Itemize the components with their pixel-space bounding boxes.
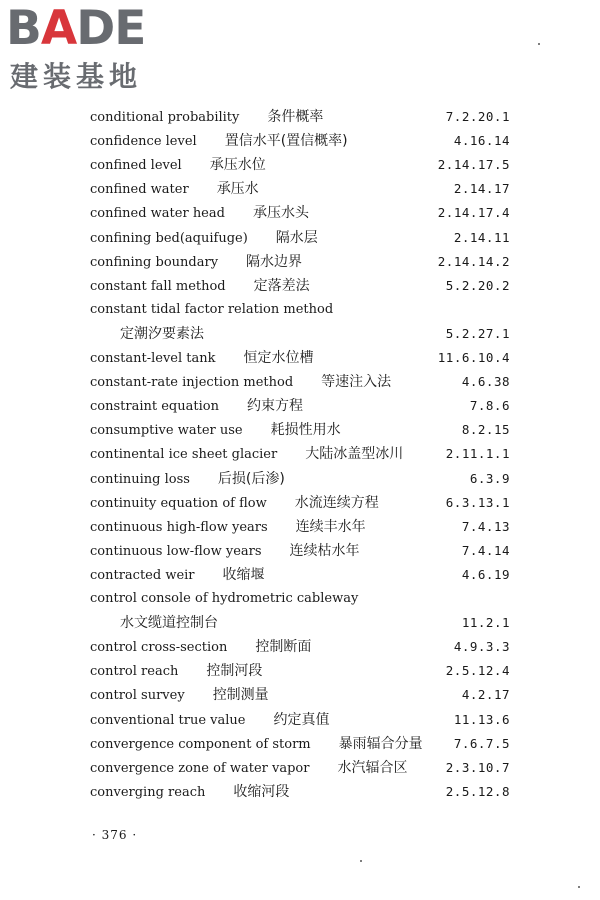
glossary-entry bbox=[90, 324, 510, 344]
entry-chinese-term: 连续丰水年 bbox=[295, 518, 366, 535]
entry-section-number: 5.2.20.2 bbox=[445, 277, 510, 293]
entry-chinese-term: 定落差法 bbox=[253, 277, 310, 294]
entry-chinese-term: 置信水平(置信概率) bbox=[224, 133, 348, 150]
entry-english-term: continuing loss bbox=[90, 471, 190, 487]
glossary-entry bbox=[90, 348, 510, 368]
entry-english-term: confining bed(aquifuge) bbox=[90, 230, 248, 246]
entry-section-number: 4.6.19 bbox=[461, 566, 510, 582]
logo-chinese-text: 建装基地 bbox=[10, 60, 143, 93]
entry-english-term: confined water bbox=[90, 182, 189, 198]
entry-section-number: 2.14.17.5 bbox=[437, 157, 510, 173]
entry-section-number: 2.14.17.4 bbox=[437, 205, 510, 221]
entry-english-term: confined water head bbox=[90, 206, 225, 222]
entry-chinese-term: 隔水层 bbox=[275, 229, 318, 246]
entry-chinese-term: 控制测量 bbox=[212, 687, 269, 704]
entry-section-number: 2.11.1.1 bbox=[445, 446, 510, 462]
entry-english-term: conventional true value bbox=[90, 712, 246, 728]
entry-english-term: control console of hydrometric cableway bbox=[90, 591, 359, 606]
glossary-entry bbox=[90, 276, 510, 296]
glossary-entry bbox=[90, 300, 510, 320]
entry-english-term: confined level bbox=[90, 158, 182, 174]
entry-english-term: control cross-section bbox=[90, 640, 228, 656]
speck bbox=[578, 886, 580, 888]
entry-section-number: 7.8.6 bbox=[469, 398, 510, 414]
glossary-entry bbox=[90, 228, 510, 248]
entry-english-term: confidence level bbox=[90, 134, 197, 150]
entry-chinese-term: 定潮汐要素法 bbox=[120, 325, 204, 342]
entry-section-number: 4.6.38 bbox=[461, 374, 510, 390]
entry-english-term: constant-level tank bbox=[90, 351, 216, 366]
entry-section-number: 7.6.7.5 bbox=[453, 735, 510, 751]
entry-chinese-term: 控制河段 bbox=[206, 663, 263, 680]
entry-chinese-term: 收缩河段 bbox=[233, 783, 290, 800]
entry-chinese-term: 耗损性用水 bbox=[270, 422, 341, 439]
glossary-entry bbox=[90, 517, 510, 537]
entry-section-number: 7.2.20.1 bbox=[445, 109, 510, 124]
glossary-entry bbox=[90, 155, 510, 175]
entry-section-number: 7.4.13 bbox=[461, 518, 510, 534]
glossary-entry bbox=[90, 203, 510, 223]
glossary-entry bbox=[90, 758, 510, 778]
entry-chinese-term: 后损(后渗) bbox=[217, 470, 285, 487]
entry-english-term: converging reach bbox=[90, 784, 206, 800]
entry-section-number: 2.3.10.7 bbox=[445, 759, 510, 775]
entry-section-number: 2.14.11 bbox=[453, 229, 510, 245]
entry-english-term: constant fall method bbox=[90, 278, 226, 294]
entry-section-number: 11.13.6 bbox=[453, 711, 510, 727]
entry-chinese-term: 承压水位 bbox=[209, 157, 266, 174]
entry-chinese-term: 等速注入法 bbox=[321, 374, 392, 391]
entry-english-term: control reach bbox=[90, 664, 179, 680]
entry-english-term: continuous high-flow years bbox=[90, 519, 268, 535]
glossary-entry bbox=[90, 637, 510, 657]
entry-section-number: 2.14.17 bbox=[453, 181, 510, 197]
glossary-entry bbox=[90, 710, 510, 730]
entry-chinese-term: 大陆冰盖型冰川 bbox=[305, 446, 404, 463]
page-number: · 376 · bbox=[92, 828, 138, 842]
entry-section-number: 11.2.1 bbox=[461, 615, 510, 631]
entry-section-number: 4.9.3.3 bbox=[453, 639, 510, 655]
entry-section-number: 4.16.14 bbox=[453, 133, 510, 149]
entry-chinese-term: 承压水头 bbox=[252, 205, 309, 222]
glossary-entry bbox=[90, 613, 510, 633]
glossary-entry bbox=[90, 179, 510, 199]
glossary-entry bbox=[90, 782, 510, 802]
glossary-entry bbox=[90, 469, 510, 489]
glossary-entry bbox=[90, 420, 510, 440]
entry-chinese-term: 收缩堰 bbox=[222, 566, 265, 583]
entry-section-number: 4.2.17 bbox=[461, 687, 510, 703]
entry-section-number: 7.4.14 bbox=[461, 542, 510, 558]
glossary-entry bbox=[90, 131, 510, 151]
glossary-entry bbox=[90, 541, 510, 561]
entry-english-term: contracted weir bbox=[90, 567, 195, 583]
glossary-entry bbox=[90, 734, 510, 754]
entry-chinese-term: 条件概率 bbox=[267, 109, 324, 125]
entry-english-term: continuity equation of flow bbox=[90, 495, 267, 511]
entry-section-number: 5.2.27.1 bbox=[445, 325, 510, 341]
entry-section-number: 2.14.14.2 bbox=[437, 253, 510, 269]
entry-english-term: conditional probability bbox=[90, 110, 240, 125]
entry-chinese-term: 约束方程 bbox=[246, 398, 303, 415]
entry-english-term: constant-rate injection method bbox=[90, 375, 294, 391]
glossary-entry bbox=[90, 589, 510, 609]
entry-chinese-term: 承压水 bbox=[216, 181, 259, 198]
glossary-entry bbox=[90, 685, 510, 705]
watermark-logo bbox=[6, 1, 181, 94]
entry-chinese-term: 水汽辐合区 bbox=[337, 759, 408, 776]
glossary-entry bbox=[90, 565, 510, 585]
entry-english-term: control survey bbox=[90, 688, 185, 704]
entry-english-term: continuous low-flow years bbox=[90, 543, 262, 559]
entry-english-term: convergence zone of water vapor bbox=[90, 760, 310, 776]
glossary-entry bbox=[90, 372, 510, 392]
glossary-entry bbox=[90, 396, 510, 416]
entry-chinese-term: 隔水边界 bbox=[246, 253, 303, 270]
entry-english-term: constant tidal factor relation method bbox=[90, 301, 334, 317]
entry-chinese-term: 约定真值 bbox=[273, 711, 330, 728]
entry-section-number: 6.3.9 bbox=[469, 470, 510, 486]
glossary-entry bbox=[90, 252, 510, 272]
entry-section-number: 2.5.12.8 bbox=[445, 783, 510, 799]
entry-chinese-term: 水文缆道控制台 bbox=[120, 615, 218, 632]
speck bbox=[360, 860, 362, 862]
entry-english-term: convergence component of storm bbox=[90, 736, 311, 752]
glossary-entry bbox=[90, 107, 510, 127]
glossary-entry bbox=[90, 661, 510, 681]
entry-chinese-term: 暴雨辐合分量 bbox=[338, 735, 423, 752]
entry-english-term: continental ice sheet glacier bbox=[90, 447, 278, 463]
speck bbox=[538, 43, 540, 45]
entry-chinese-term: 连续枯水年 bbox=[289, 542, 360, 559]
entry-section-number: 8.2.15 bbox=[461, 422, 510, 438]
entry-english-term: confining boundary bbox=[90, 254, 219, 270]
entry-english-term: consumptive water use bbox=[90, 423, 243, 439]
logo-wordmark: BADE bbox=[6, 1, 146, 56]
entry-chinese-term: 水流连续方程 bbox=[294, 494, 379, 511]
glossary-entry bbox=[90, 444, 510, 464]
entry-section-number: 2.5.12.4 bbox=[445, 663, 510, 679]
entry-english-term: constraint equation bbox=[90, 399, 219, 415]
entry-section-number: 6.3.13.1 bbox=[445, 494, 510, 510]
entry-chinese-term: 恒定水位槽 bbox=[243, 350, 314, 366]
entry-section-number: 11.6.10.4 bbox=[437, 350, 510, 365]
entry-chinese-term: 控制断面 bbox=[255, 639, 312, 656]
glossary-entry bbox=[90, 493, 510, 513]
